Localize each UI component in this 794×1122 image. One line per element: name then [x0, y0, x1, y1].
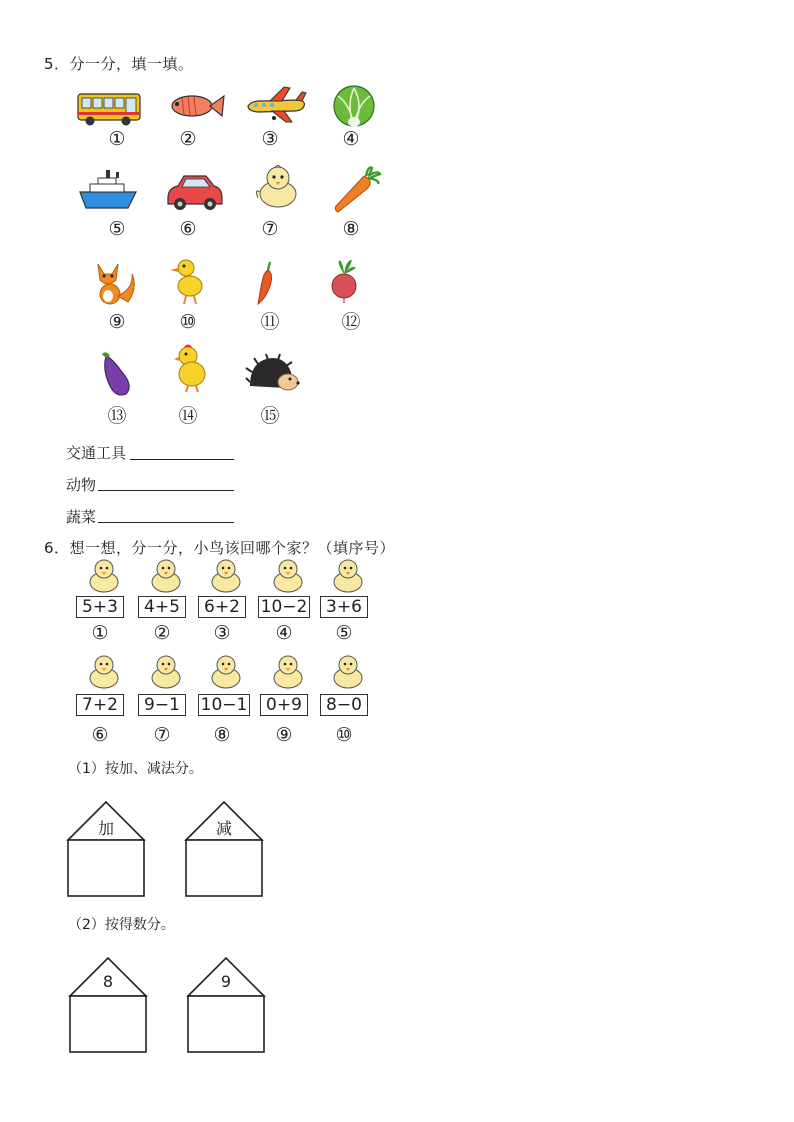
item-number-11: ⑪: [260, 311, 280, 333]
bird-number-9: ⑨: [275, 724, 293, 746]
category-label-transport: 交通工具: [66, 444, 127, 462]
airplane-icon: [244, 84, 308, 132]
bird-expression-10: 8−0: [320, 694, 368, 716]
bird-number-8: ⑧: [213, 724, 231, 746]
question-5-title: 5．分一分，填一填。: [44, 55, 194, 73]
item-number-15: ⑮: [260, 405, 280, 427]
house-result-8[interactable]: [68, 956, 148, 1054]
category-label-animals: 动物: [66, 476, 97, 494]
bird-number-3: ③: [213, 622, 231, 644]
bird-icon: [206, 654, 246, 690]
bird-expression-3: 6+2: [198, 596, 246, 618]
radish-icon: [322, 256, 386, 304]
item-number-5: ⑤: [108, 218, 126, 240]
bird-expression-2: 4+5: [138, 596, 186, 618]
bird-number-5: ⑤: [335, 622, 353, 644]
bird-icon: [206, 558, 246, 594]
answer-blank-vegetables[interactable]: [98, 522, 234, 523]
fox-icon: [88, 258, 152, 306]
bird-expression-6: 7+2: [76, 694, 124, 716]
part-2-title: （2）按得数分。: [68, 917, 175, 933]
pepper-icon: [240, 260, 304, 308]
item-number-8: ⑧: [342, 218, 360, 240]
house-label-add: 加: [97, 819, 114, 838]
bird-icon: [84, 654, 124, 690]
bird-number-4: ④: [275, 622, 293, 644]
item-number-7: ⑦: [261, 218, 279, 240]
house-result-9[interactable]: [186, 956, 266, 1054]
bird-expression-5: 3+6: [320, 596, 368, 618]
carrot-icon: [324, 166, 388, 214]
bird-number-1: ①: [91, 622, 109, 644]
item-number-14: ⑭: [178, 405, 198, 427]
bird-number-7: ⑦: [153, 724, 171, 746]
category-label-vegetables: 蔬菜: [66, 508, 97, 526]
bus-icon: [76, 86, 140, 134]
bird-icon: [146, 654, 186, 690]
bird-icon: [328, 654, 368, 690]
item-number-6: ⑥: [179, 218, 197, 240]
item-number-3: ③: [261, 128, 279, 150]
item-number-12: ⑫: [341, 311, 361, 333]
part-1-title: （1）按加、减法分。: [68, 761, 203, 777]
house-subtract[interactable]: [184, 800, 264, 898]
bird-icon: [268, 654, 308, 690]
hedgehog-icon: [244, 352, 308, 400]
house-add[interactable]: [66, 800, 146, 898]
bird-expression-8: 10−1: [198, 694, 250, 716]
bird-expression-7: 9−1: [138, 694, 186, 716]
bird-number-6: ⑥: [91, 724, 109, 746]
house-label-9: 9: [220, 972, 232, 991]
bird-icon: [268, 558, 308, 594]
chick-icon: [246, 164, 310, 212]
bird-icon: [84, 558, 124, 594]
chicken-icon: [164, 344, 228, 392]
bird-expression-1: 5+3: [76, 596, 124, 618]
car-icon: [162, 168, 226, 216]
bird-row-1: [76, 558, 396, 648]
house-label-subtract: 减: [215, 819, 232, 838]
duck-icon: [160, 256, 224, 304]
bird-expression-9: 0+9: [260, 694, 308, 716]
item-number-13: ⑬: [107, 405, 127, 427]
bird-icon: [328, 558, 368, 594]
bird-row-2: [76, 654, 396, 750]
bird-number-2: ②: [153, 622, 171, 644]
item-number-9: ⑨: [108, 311, 126, 333]
bird-number-10: ⑩: [335, 724, 353, 746]
item-number-10: ⑩: [179, 311, 197, 333]
answer-blank-transport[interactable]: [130, 459, 234, 460]
ship-icon: [76, 168, 140, 216]
house-label-8: 8: [102, 972, 114, 991]
cabbage-icon: [324, 82, 388, 130]
eggplant-icon: [92, 350, 156, 398]
bird-expression-4: 10−2: [258, 596, 310, 618]
item-number-4: ④: [342, 128, 360, 150]
answer-blank-animals[interactable]: [98, 490, 234, 491]
item-number-1: ①: [108, 128, 126, 150]
question-6-title: 6．想一想，分一分，小鸟该回哪个家？（填序号）: [44, 539, 396, 557]
bird-icon: [146, 558, 186, 594]
fish-icon: [164, 86, 228, 134]
item-number-2: ②: [179, 128, 197, 150]
